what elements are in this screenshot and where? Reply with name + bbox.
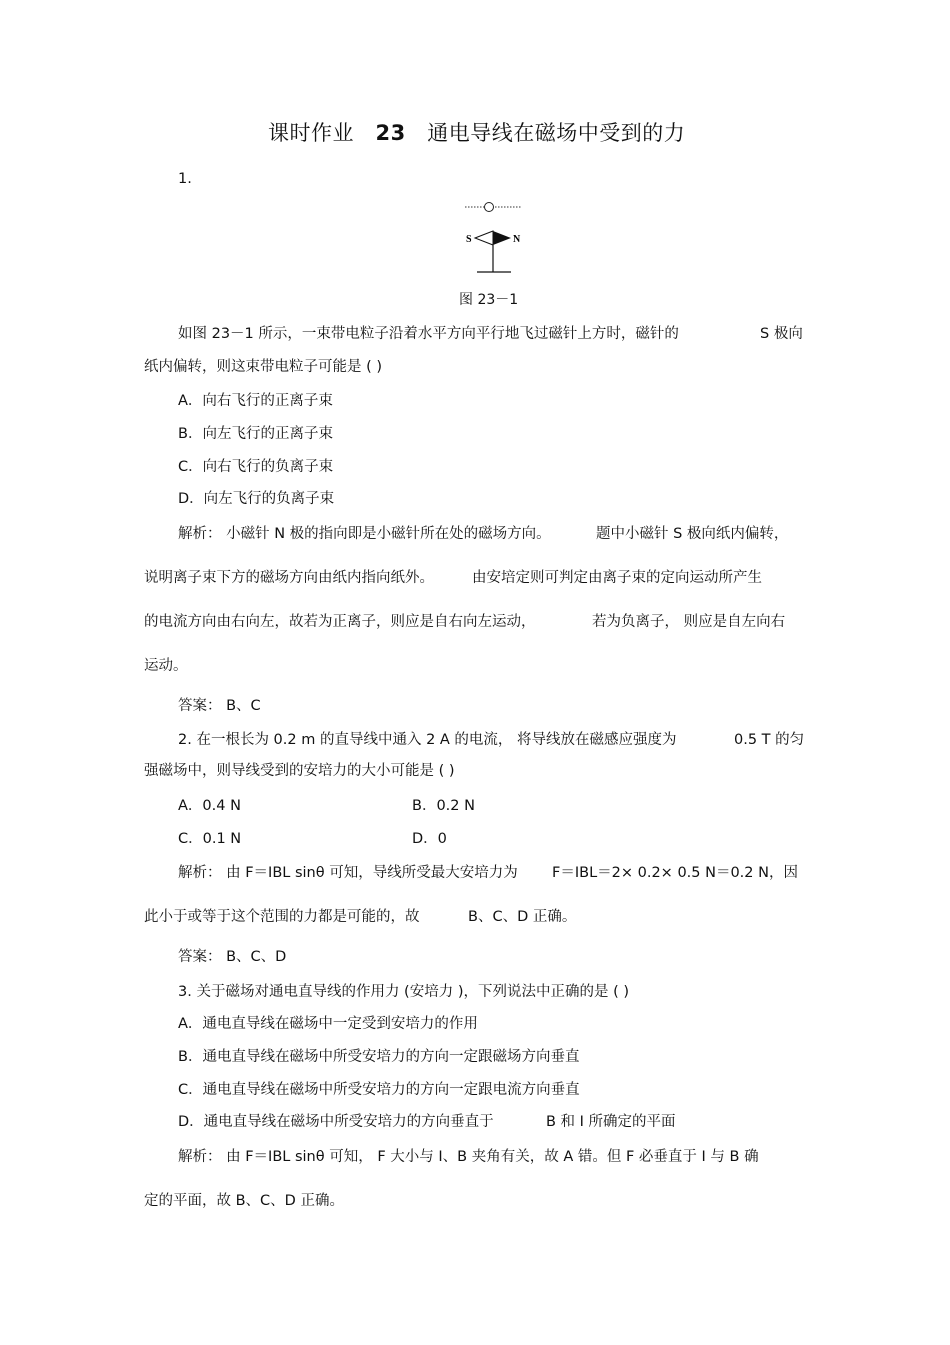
q1-number: 1. — [178, 171, 192, 187]
q2-option-c: C．0.1 N — [178, 831, 242, 847]
q1-analysis-line1b: 题中小磁针 S 极向纸内偏转， — [596, 526, 789, 542]
q1-option-a: A．向右飞行的正离子束 — [178, 393, 333, 409]
q3-option-d: D．通电直导线在磁场中所受安培力的方向垂直于 — [178, 1114, 494, 1130]
q1-analysis-line1a: 解析： 小磁针 N 极的指向即是小磁针所在处的磁场方向。 — [178, 526, 551, 542]
q1-analysis-line3b: 若为负离子， 则应是自左向右 — [592, 614, 786, 630]
q3-option-c: C．通电直导线在磁场中所受安培力的方向一定跟电流方向垂直 — [178, 1082, 580, 1098]
needle-s-half — [475, 231, 493, 245]
q2-analysis-line1a: 解析： 由 F＝IBL sinθ 可知，导线所受最大安培力为 — [178, 865, 518, 881]
title-number: 23 — [375, 121, 406, 145]
q2-answer: 答案： B、C、D — [178, 949, 287, 965]
q3-option-a: A．通电直导线在磁场中一定受到安培力的作用 — [178, 1016, 478, 1032]
q2-stem-line1a: 2. 在一根长为 0.2 m 的直导线中通入 2 A 的电流， 将导线放在磁感应强度为 — [178, 732, 677, 748]
q3-analysis-line2: 定的平面，故 B、C、D 正确。 — [144, 1193, 344, 1209]
q1-analysis-line2a: 说明离子束下方的磁场方向由纸内指向纸外。 — [144, 570, 434, 586]
particle-circle — [485, 203, 494, 212]
title-topic: 通电导线在磁场中受到的力 — [427, 121, 686, 145]
q3-option-b: B．通电直导线在磁场中所受安培力的方向一定跟磁场方向垂直 — [178, 1049, 580, 1065]
page-title — [268, 123, 685, 144]
q1-stem-line1-end: S 极向 — [760, 326, 803, 342]
figure-caption: 图 23－1 — [459, 292, 519, 308]
needle-n-half — [493, 231, 511, 245]
compass-needle-figure — [455, 196, 535, 278]
q2-option-d: D．0 — [412, 831, 447, 847]
q2-stem-line2: 强磁场中，则导线受到的安培力的大小可能是 ( ) — [144, 763, 455, 779]
q1-analysis-line4: 运动。 — [144, 658, 188, 674]
q2-option-b: B．0.2 N — [412, 798, 475, 814]
q3-stem: 3. 关于磁场对通电直导线的作用力 (安培力 )，下列说法中正确的是 ( ) — [178, 984, 630, 1000]
q1-option-c: C．向右飞行的负离子束 — [178, 459, 334, 475]
q1-analysis-line2b: 由安培定则可判定由离子束的定向运动所产生 — [472, 570, 762, 586]
q2-stem-line1b: 0.5 T 的匀 — [734, 732, 805, 748]
q2-analysis-line2a: 此小于或等于这个范围的力都是可能的，故 — [144, 909, 420, 925]
q1-answer: 答案： B、C — [178, 698, 261, 714]
q2-analysis-line1b: F＝IBL＝2× 0.2× 0.5 N＝0.2 N，因 — [552, 865, 798, 881]
q1-stem-line1: 如图 23－1 所示，一束带电粒子沿着水平方向平行地飞过磁针上方时，磁针的 — [178, 326, 679, 342]
q1-stem-line2: 纸内偏转，则这束带电粒子可能是 ( ) — [144, 359, 383, 375]
q2-analysis-line2b: B、C、D 正确。 — [468, 909, 577, 925]
q1-analysis-line3a: 的电流方向由右向左，故若为正离子，则应是自右向左运动， — [144, 614, 536, 630]
q2-option-a: A．0.4 N — [178, 798, 241, 814]
q1-option-b: B．向左飞行的正离子束 — [178, 426, 333, 442]
s-pole-label: S — [466, 234, 472, 245]
q3-analysis-line1: 解析： 由 F＝IBL sinθ 可知， F 大小与 I、B 夹角有关，故 A 错。但 F 必垂直于 I 与 B 确 — [178, 1149, 759, 1165]
q1-option-d: D．向左飞行的负离子束 — [178, 491, 335, 507]
q3-option-d-tail: B 和 I 所确定的平面 — [546, 1114, 676, 1130]
n-pole-label: N — [513, 234, 521, 245]
title-prefix: 课时作业 — [268, 121, 354, 145]
